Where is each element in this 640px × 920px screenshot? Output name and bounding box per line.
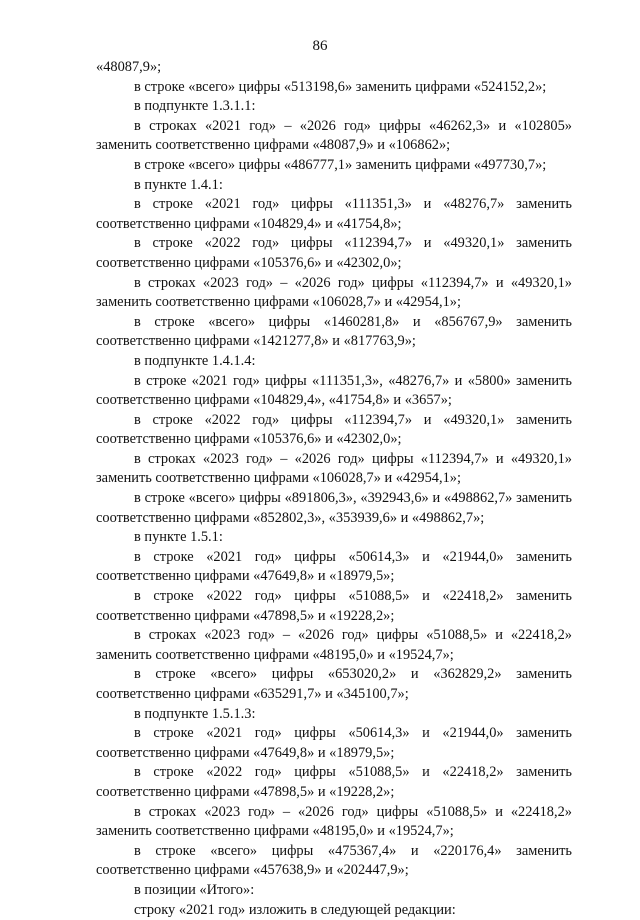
paragraph: в строке «2021 год» цифры «111351,3», «48276,7» и «5800» заменить соответственно цифрами «104829,4», «41754,8» и «3657»; <box>96 372 572 409</box>
paragraph: в пункте 1.5.1: <box>134 529 223 546</box>
paragraph: в строке «2021 год» цифры «111351,3» и «48276,7» заменить соответственно цифрами «104829,4» и «41754,8»; <box>96 196 572 232</box>
paragraph: в подпункте 1.5.1.3: <box>134 705 256 722</box>
paragraph: в строках «2023 год» – «2026 год» цифры «51088,5» и «22418,2» заменить соответственно цифрами «48195,0» и «19524,7»; <box>96 803 572 840</box>
paragraph: в строке «всего» цифры «653020,2» и «362829,2» заменить соответственно цифрами «635291,7» и «345100,7»; <box>96 666 572 702</box>
paragraph: строку «2021 год» изложить в следующей редакции: <box>134 901 456 918</box>
paragraph: в строке «всего» цифры «891806,3», «392943,6» и «498862,7» заменить соответственно цифрами «852802,3», «353939,6» и «498862,7»; <box>96 490 572 526</box>
paragraph: в пункте 1.4.1: <box>134 176 223 193</box>
paragraph: в строках «2023 год» – «2026 год» цифры «112394,7» и «49320,1» заменить соответственно цифрами «106028,7» и «42954,1»; <box>96 450 572 487</box>
paragraph: в строке «всего» цифры «486777,1» заменить цифрами «497730,7»; <box>134 156 547 173</box>
document-body <box>96 58 572 920</box>
paragraph: в строке «2021 год» цифры «50614,3» и «21944,0» заменить соответственно цифрами «47649,8» и «18979,5»; <box>96 548 572 585</box>
paragraph: в строке «всего» цифры «475367,4» и «220176,4» заменить соответственно цифрами «457638,9» и «202447,9»; <box>96 842 572 879</box>
paragraph: в подпункте 1.4.1.4: <box>134 352 256 369</box>
page-number: 86 <box>312 38 328 54</box>
paragraph: в строке «2022 год» цифры «51088,5» и «22418,2» заменить соответственно цифрами «47898,5» и «19228,2»; <box>96 764 572 800</box>
paragraph: в строке «2022 год» цифры «112394,7» и «49320,1» заменить соответственно цифрами «105376,6» и «42302,0»; <box>96 235 572 271</box>
paragraph: в подпункте 1.3.1.1: <box>134 98 256 115</box>
paragraph: в строке «всего» цифры «513198,6» заменить цифрами «524152,2»; <box>134 78 547 95</box>
paragraph: «48087,9»; <box>96 59 162 75</box>
paragraph: в строке «2022 год» цифры «51088,5» и «22418,2» заменить соответственно цифрами «47898,5» и «19228,2»; <box>96 588 572 624</box>
paragraph: в позиции «Итого»: <box>134 881 255 898</box>
paragraph: в строке «всего» цифры «1460281,8» и «856767,9» заменить соответственно цифрами «1421277,8» и «817763,9»; <box>96 313 572 350</box>
paragraph: в строке «2021 год» цифры «50614,3» и «21944,0» заменить соответственно цифрами «47649,8» и «18979,5»; <box>96 725 572 761</box>
paragraph: в строках «2023 год» – «2026 год» цифры «51088,5» и «22418,2» заменить соответственно цифрами «48195,0» и «19524,7»; <box>96 627 572 663</box>
paragraph: в строке «2022 год» цифры «112394,7» и «49320,1» заменить соответственно цифрами «105376,6» и «42302,0»; <box>96 411 572 448</box>
paragraph: в строках «2021 год» – «2026 год» цифры «46262,3» и «102805» заменить соответственно цифрами «48087,9» и «106862»; <box>96 117 572 154</box>
paragraph: в строках «2023 год» – «2026 год» цифры «112394,7» и «49320,1» заменить соответственно цифрами «106028,7» и «42954,1»; <box>96 274 572 311</box>
